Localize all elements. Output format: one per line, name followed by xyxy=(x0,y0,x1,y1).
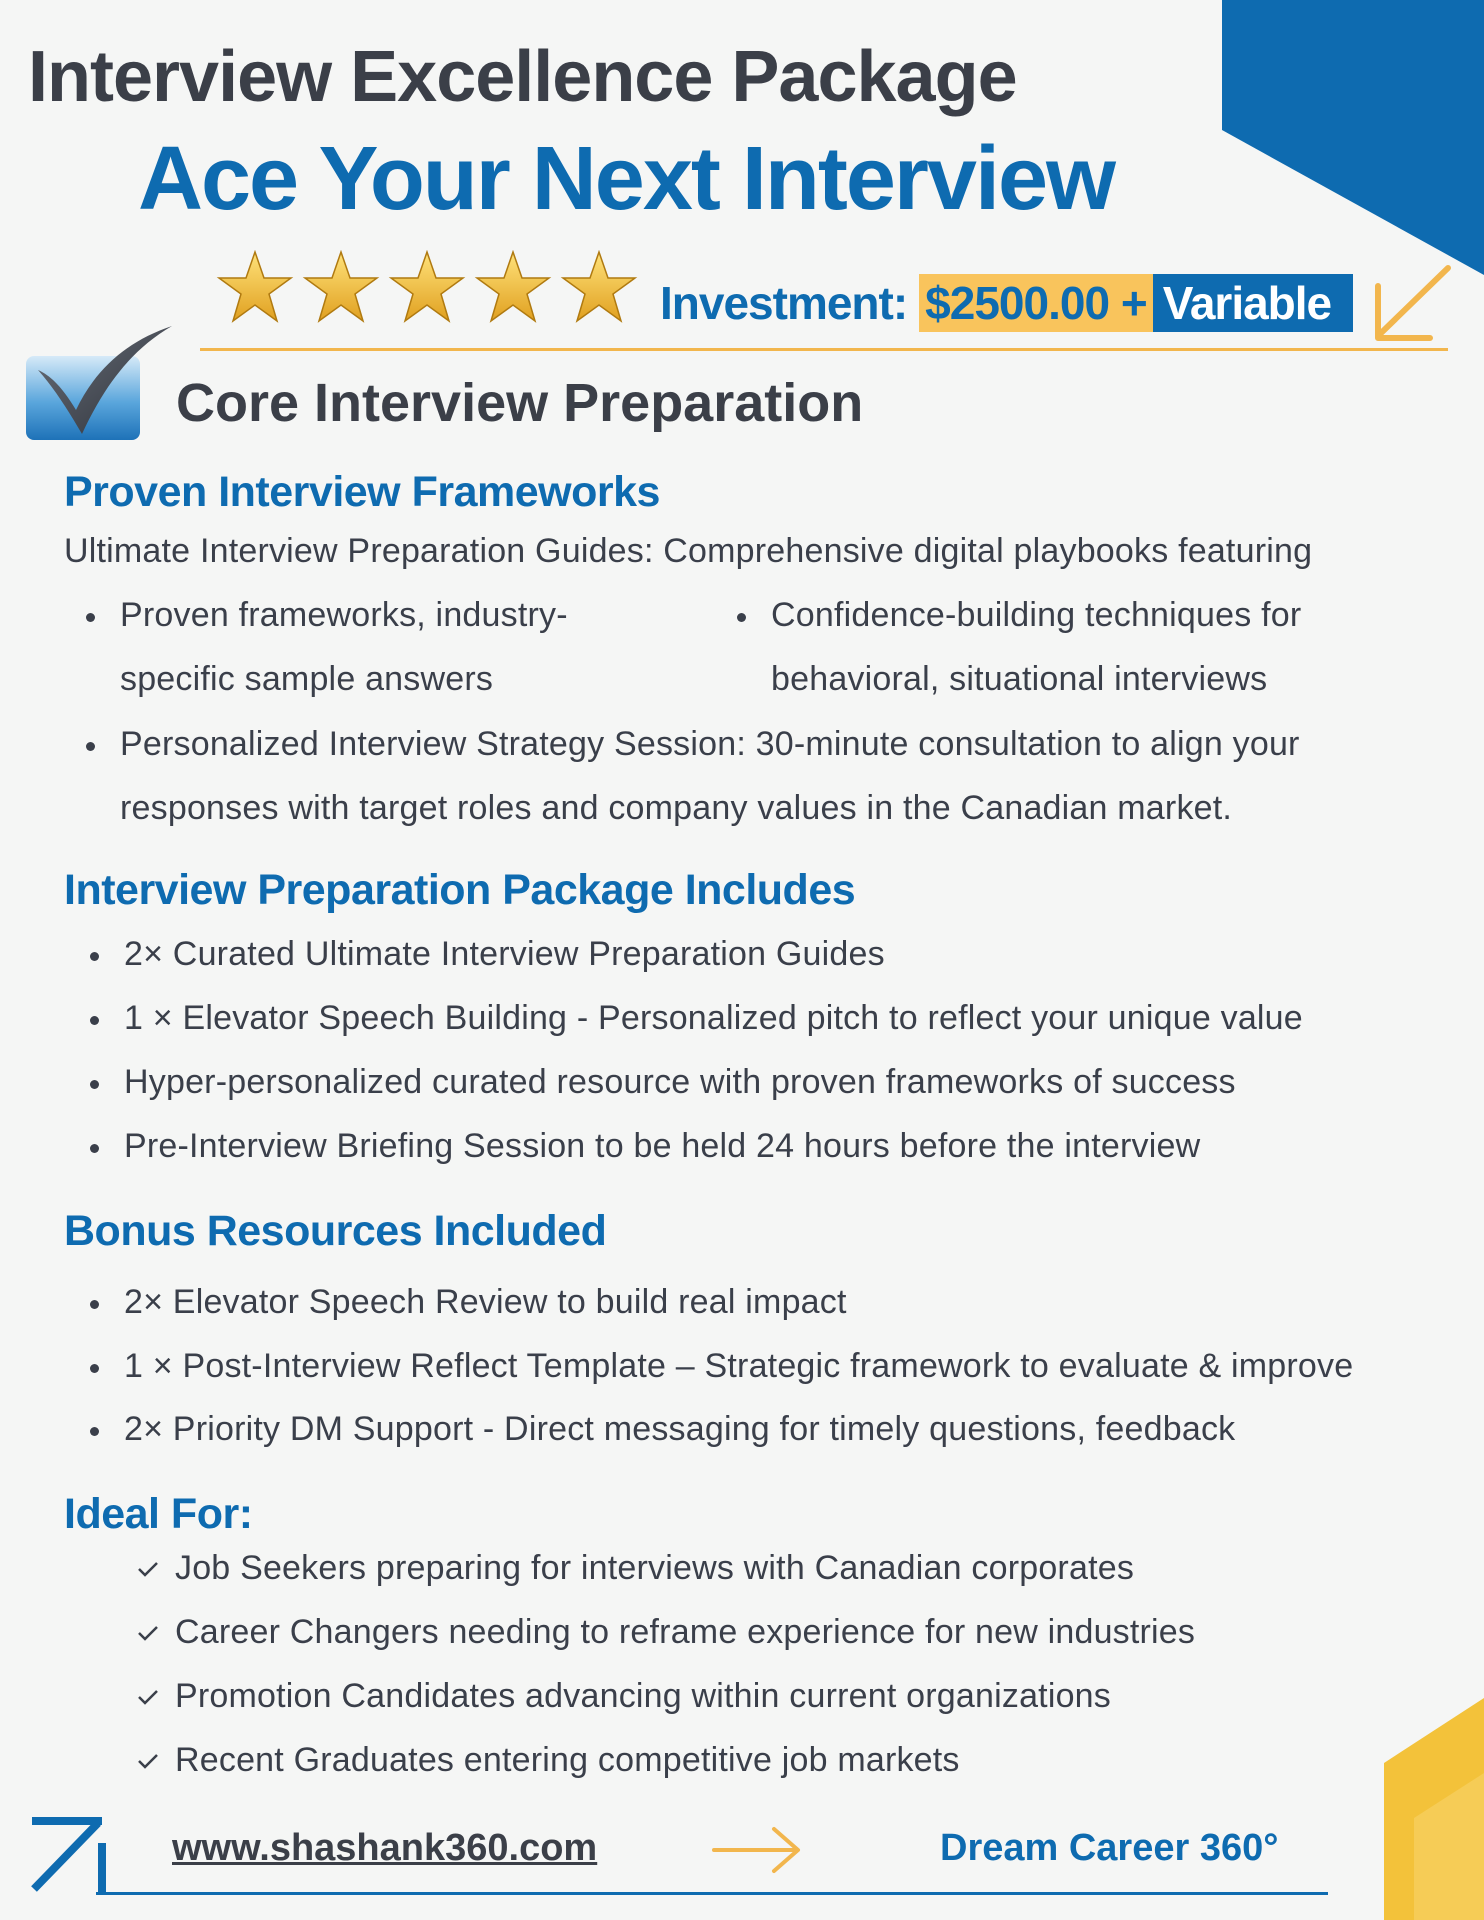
bonus-item: 2× Priority DM Support - Direct messaging for timely questions, feedback xyxy=(124,1410,1236,1448)
page-subtitle: Ace Your Next Interview xyxy=(138,129,1115,229)
arrow-right-icon xyxy=(712,1825,802,1875)
ideal-item xyxy=(175,1741,960,1780)
frameworks-bullet-3 xyxy=(120,725,1300,764)
package-item: Pre-Interview Briefing Session to be held 24 hours before the interview xyxy=(124,1127,1201,1165)
section-title-core: Core Interview Preparation xyxy=(176,373,864,433)
star-icon xyxy=(391,252,463,321)
heading-package: Interview Preparation Package Includes xyxy=(64,866,856,914)
frameworks-bullet-2-line-1: Confidence-building techniques for xyxy=(771,596,1302,634)
frameworks-bullet-1 xyxy=(120,596,568,635)
ideal-item xyxy=(175,1613,1195,1652)
footer-divider xyxy=(96,1892,1328,1895)
package-item: 1 × Elevator Speech Building - Personalized pitch to reflect your unique value xyxy=(124,999,1303,1037)
corner-decoration-blue xyxy=(1222,0,1484,275)
header-divider xyxy=(200,348,1448,351)
investment-line xyxy=(660,272,1353,334)
investment-label: Investment: xyxy=(660,277,908,329)
ideal-item xyxy=(175,1677,1111,1716)
package-item: Hyper-personalized curated resource with proven frameworks of success xyxy=(124,1063,1236,1101)
heading-ideal: Ideal For: xyxy=(64,1490,253,1538)
check-icon xyxy=(137,1561,159,1577)
ideal-item-text: Job Seekers preparing for interviews with Canadian corporates xyxy=(175,1549,1135,1587)
frameworks-bullet-1-line-2: specific sample answers xyxy=(120,660,494,698)
frameworks-bullet-1-line-1: Proven frameworks, industry- xyxy=(120,596,568,634)
frameworks-intro: Ultimate Interview Preparation Guides: Comprehensive digital playbooks featuring xyxy=(64,532,1313,570)
price-value: $2500.00 + xyxy=(919,274,1153,332)
check-icon xyxy=(137,1753,159,1769)
checkmark-badge-icon xyxy=(24,322,174,442)
frameworks-bullet-2 xyxy=(771,596,1301,635)
ideal-item-text: Recent Graduates entering competitive job markets xyxy=(175,1741,960,1779)
check-icon xyxy=(137,1689,159,1705)
check-icon xyxy=(137,1625,159,1641)
ideal-item-text: Promotion Candidates advancing within current organizations xyxy=(175,1677,1111,1715)
package-item: 2× Curated Ultimate Interview Preparation Guides xyxy=(124,935,885,973)
bonus-item: 1 × Post-Interview Reflect Template – Strategic framework to evaluate & improve xyxy=(124,1347,1354,1385)
star-icon xyxy=(305,252,377,321)
price-variable-badge: Variable xyxy=(1153,274,1353,332)
star-icon xyxy=(477,252,549,321)
heading-bonus: Bonus Resources Included xyxy=(64,1207,607,1255)
session-line-1: Personalized Interview Strategy Session: 30-minute consultation to align your xyxy=(120,725,1300,763)
bonus-item: 2× Elevator Speech Review to build real impact xyxy=(124,1283,847,1321)
star-icon xyxy=(563,252,635,321)
arrow-down-left-icon xyxy=(1370,262,1452,352)
website-link[interactable]: www.shashank360.com xyxy=(172,1827,598,1869)
page-title: Interview Excellence Package xyxy=(28,37,1017,117)
brand-logo-icon xyxy=(28,1813,108,1895)
star-icon xyxy=(219,252,291,321)
heading-frameworks: Proven Interview Frameworks xyxy=(64,468,660,516)
corner-decoration-yellow xyxy=(1384,1698,1484,1920)
rating-stars xyxy=(215,250,639,328)
ideal-item-text: Career Changers needing to reframe experience for new industries xyxy=(175,1613,1196,1651)
brand-name: Dream Career 360° xyxy=(940,1827,1279,1869)
frameworks-bullet-2-line-2: behavioral, situational interviews xyxy=(771,660,1268,698)
ideal-item xyxy=(175,1549,1134,1588)
session-line-2: responses with target roles and company values in the Canadian market. xyxy=(120,789,1233,827)
